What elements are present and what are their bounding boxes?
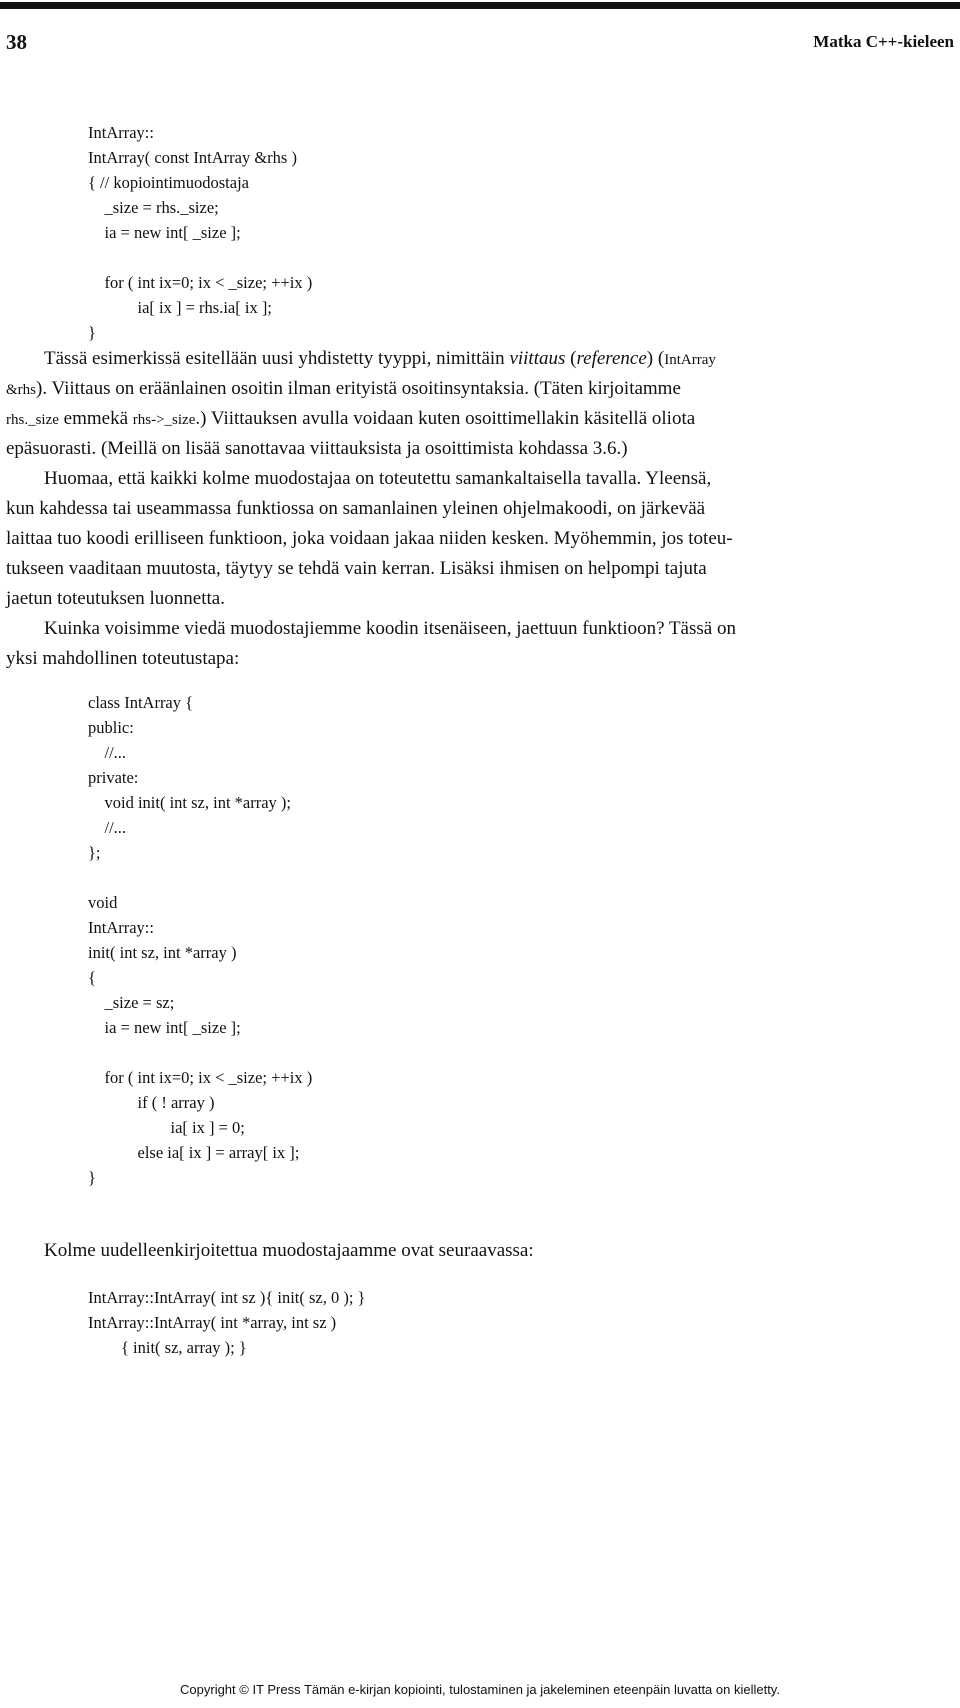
paragraph-line <box>6 374 954 404</box>
code-line: if ( ! array ) <box>88 1093 215 1112</box>
code-line: private: <box>88 768 139 787</box>
paragraph-line: yksi mahdollinen toteutustapa: <box>6 648 240 669</box>
paragraph-reference <box>6 344 954 464</box>
inline-code: rhs->_size <box>132 412 196 428</box>
code-block-init <box>88 690 312 1190</box>
code-line: _size = sz; <box>88 993 175 1012</box>
term-reference: reference <box>576 348 647 369</box>
paragraph-line: Kuinka voisimme viedä muodostajiemme koodin itsenäiseen, jaettuun funktioon? Tässä on <box>44 618 736 639</box>
code-line: IntArray::IntArray( int sz ){ init( sz, 0 ); } <box>88 1288 366 1307</box>
paragraph-line: tukseen vaaditaan muutosta, täytyy se tehdä vain kerran. Lisäksi ihmisen on helpompi tajuta <box>6 558 707 579</box>
code-line: else ia[ ix ] = array[ ix ]; <box>88 1143 300 1162</box>
code-block-constructors <box>88 1285 365 1360</box>
paragraph-line <box>6 404 954 434</box>
text-run: emmekä <box>58 408 133 429</box>
code-block-copy-constructor <box>88 120 312 345</box>
paragraph-line: laittaa tuo koodi erilliseen funktioon, joka voidaan jakaa niiden kesken. Myöhemmin, jos toteu- <box>6 528 733 549</box>
page-header <box>0 30 960 60</box>
code-line: } <box>88 1168 96 1187</box>
code-line: IntArray( const IntArray &rhs ) <box>88 148 297 167</box>
paragraph-line: epäsuorasti. (Meillä on lisää sanottavaa viittauksista ja osoittimista kohdassa 3.6.) <box>6 438 628 459</box>
code-line <box>88 245 312 270</box>
code-line: { // kopiointimuodostaja <box>88 173 249 192</box>
paragraph-line <box>6 344 954 374</box>
text-run: ) ( <box>646 348 665 369</box>
paragraph-rewritten <box>6 1236 954 1266</box>
paragraph-line: jaetun toteutuksen luonnetta. <box>6 588 225 609</box>
code-line <box>88 865 312 890</box>
inline-code: IntArray <box>664 352 716 368</box>
code-line: ia[ ix ] = rhs.ia[ ix ]; <box>88 298 272 317</box>
code-line: for ( int ix=0; ix < _size; ++ix ) <box>88 273 313 292</box>
term-viittaus: viittaus <box>509 348 566 369</box>
code-line: IntArray:: <box>88 918 154 937</box>
code-line: ia = new int[ _size ]; <box>88 1018 241 1037</box>
paragraph-line: kun kahdessa tai useammassa funktiossa on samanlainen yleinen ohjelmakoodi, on järkevää <box>6 498 706 519</box>
code-line: ia = new int[ _size ]; <box>88 223 241 242</box>
code-line: //... <box>88 743 127 762</box>
code-line: class IntArray { <box>88 693 194 712</box>
copyright-footer: Copyright © IT Press Tämän e-kirjan kopiointi, tulostaminen ja jakeleminen eteenpäin luvatta on kielletty. <box>180 1682 780 1697</box>
paragraph-line: Kolme uudelleenkirjoitettua muodostajaamme ovat seuraavassa: <box>44 1240 534 1261</box>
text-run: ). Viittaus on eräänlainen osoitin ilman erityistä osoitinsyntaksia. (Täten kirjoitamme <box>36 378 681 399</box>
code-line: } <box>88 323 96 342</box>
page-number: 38 <box>6 30 27 54</box>
code-line: IntArray:: <box>88 123 154 142</box>
code-line: void <box>88 893 118 912</box>
code-line: public: <box>88 718 134 737</box>
code-line: init( int sz, int *array ) <box>88 943 237 962</box>
paragraph-line: Huomaa, että kaikki kolme muodostajaa on toteutettu samankaltaisella tavalla. Yleensä, <box>44 468 712 489</box>
code-line: void init( int sz, int *array ); <box>88 793 292 812</box>
inline-code: rhs._size <box>6 412 59 428</box>
code-line: ia[ ix ] = 0; <box>88 1118 245 1137</box>
inline-code: &rhs <box>6 382 36 398</box>
text-run: ( <box>565 348 577 369</box>
code-line: { <box>88 968 96 987</box>
header-rule <box>0 2 960 9</box>
code-line: _size = rhs._size; <box>88 198 219 217</box>
code-line: //... <box>88 818 127 837</box>
code-line: IntArray::IntArray( int *array, int sz ) <box>88 1313 337 1332</box>
paragraph-question <box>6 614 954 674</box>
code-line: }; <box>88 843 101 862</box>
code-line: for ( int ix=0; ix < _size; ++ix ) <box>88 1068 313 1087</box>
paragraph-shared-code <box>6 464 954 614</box>
text-run: .) Viittauksen avulla voidaan kuten osoittimellakin käsitellä oliota <box>195 408 696 429</box>
code-line: { init( sz, array ); } <box>88 1338 247 1357</box>
text-run: Tässä esimerkissä esitellään uusi yhdistetty tyyppi, nimittäin <box>44 348 510 369</box>
book-title: Matka C++-kieleen <box>813 32 954 51</box>
code-line <box>88 1040 312 1065</box>
